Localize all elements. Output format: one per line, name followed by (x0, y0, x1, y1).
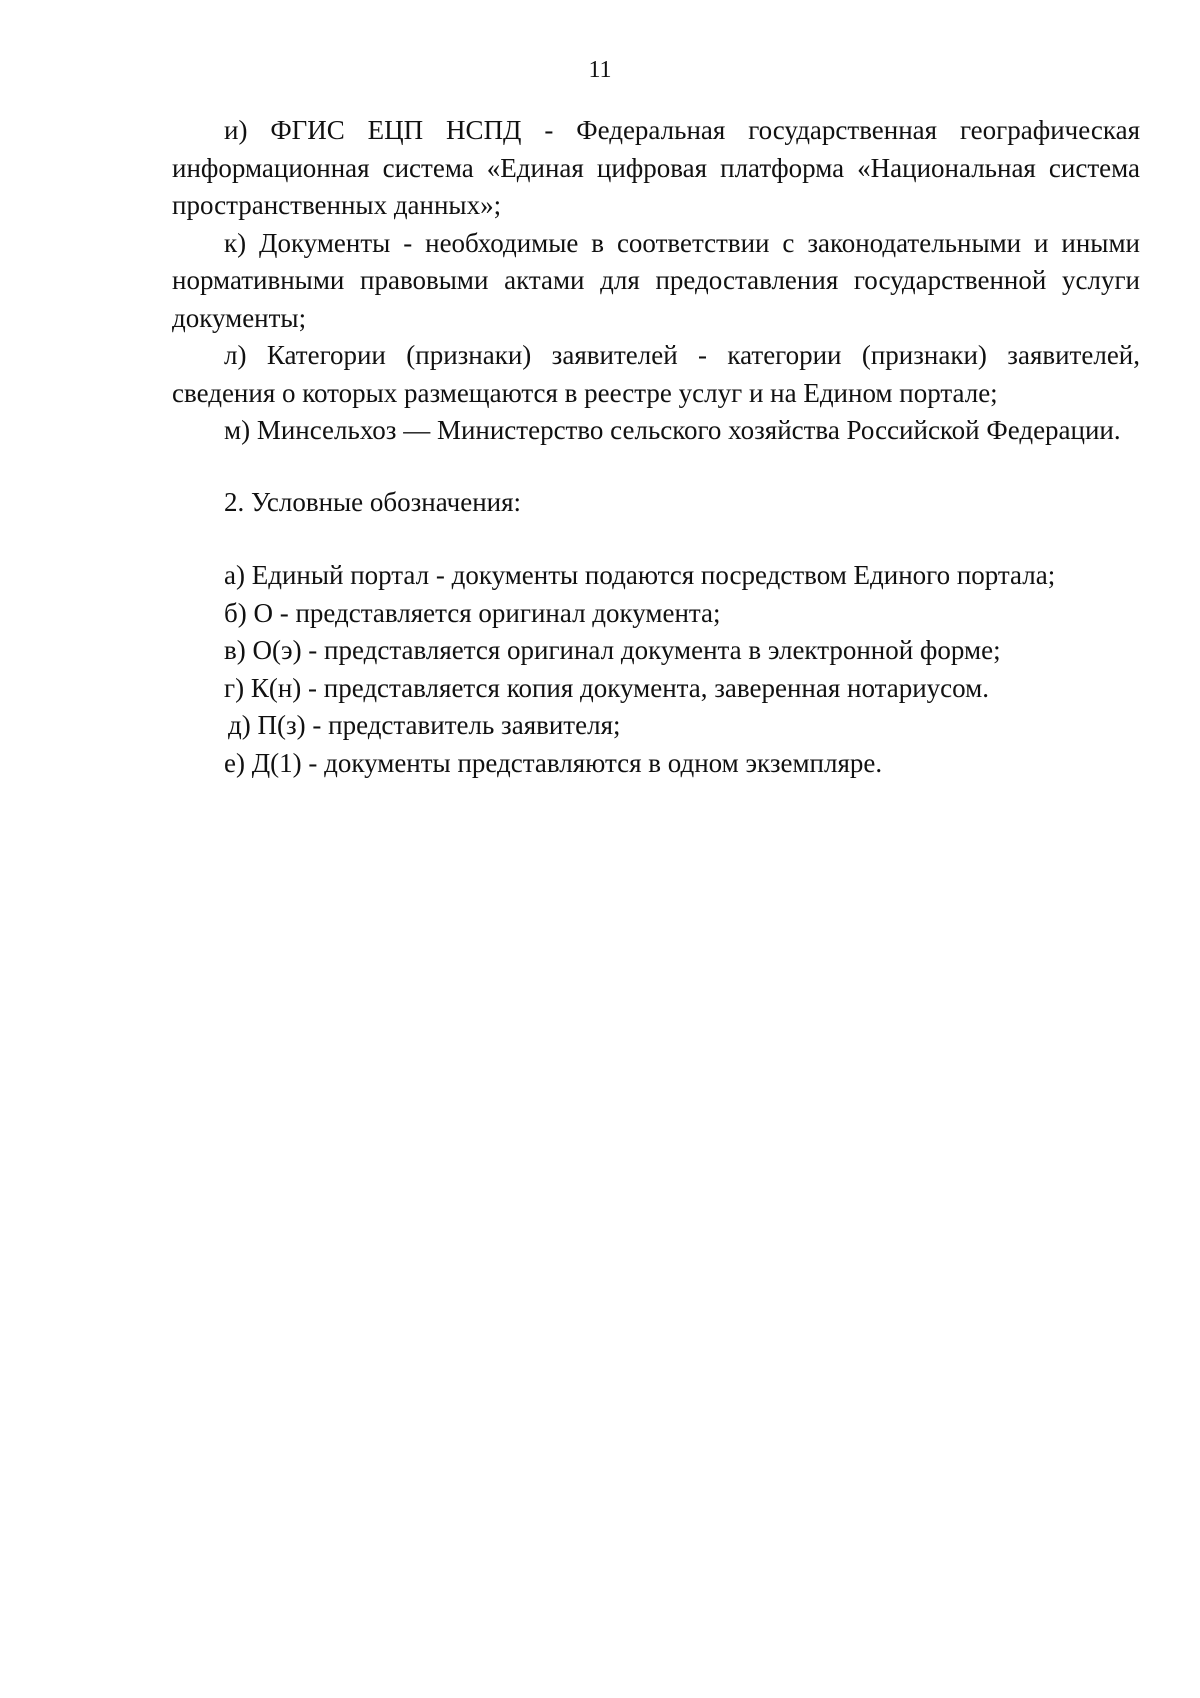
definition-l: л) Категории (признаки) заявителей - категории (признаки) заявителей, сведения о которых размещаются в реестре услуг и на Едином портале; (172, 340, 1140, 408)
page-number: 11 (588, 57, 612, 83)
definition-k: к) Документы - необходимые в соответствии с законодательными и иными нормативными правовыми актами для предоставления государственной услуги документы; (172, 227, 1140, 333)
definition-i: и) ФГИС ЕЦП НСПД - Федеральная государственная географическая информационная система «Единая цифровая платформа «Национальная система пространственных данных»; (172, 115, 1140, 220)
legend-item-a: а) Единый портал - документы подаются посредством Единого портала; (224, 560, 1056, 590)
legend-item-b: б) О - представляется оригинал документа; (224, 597, 721, 628)
legend-list (172, 557, 1140, 782)
legend-item-d: д) П(з) - представитель заявителя; (228, 710, 621, 740)
section-title: 2. Условные обозначения: (224, 486, 522, 517)
legend-item-g: г) К(н) - представляется копия документа, заверенная нотариусом. (224, 672, 989, 703)
legend-item-e: е) Д(1) - документы представляются в одном экземпляре. (224, 747, 883, 778)
definition-m: м) Минсельхоз — Министерство сельского хозяйства Российской Федерации. (224, 415, 1121, 445)
document-body (172, 112, 1140, 782)
legend-item-v: в) О(э) - представляется оригинал документа в электронной форме; (224, 635, 1001, 665)
